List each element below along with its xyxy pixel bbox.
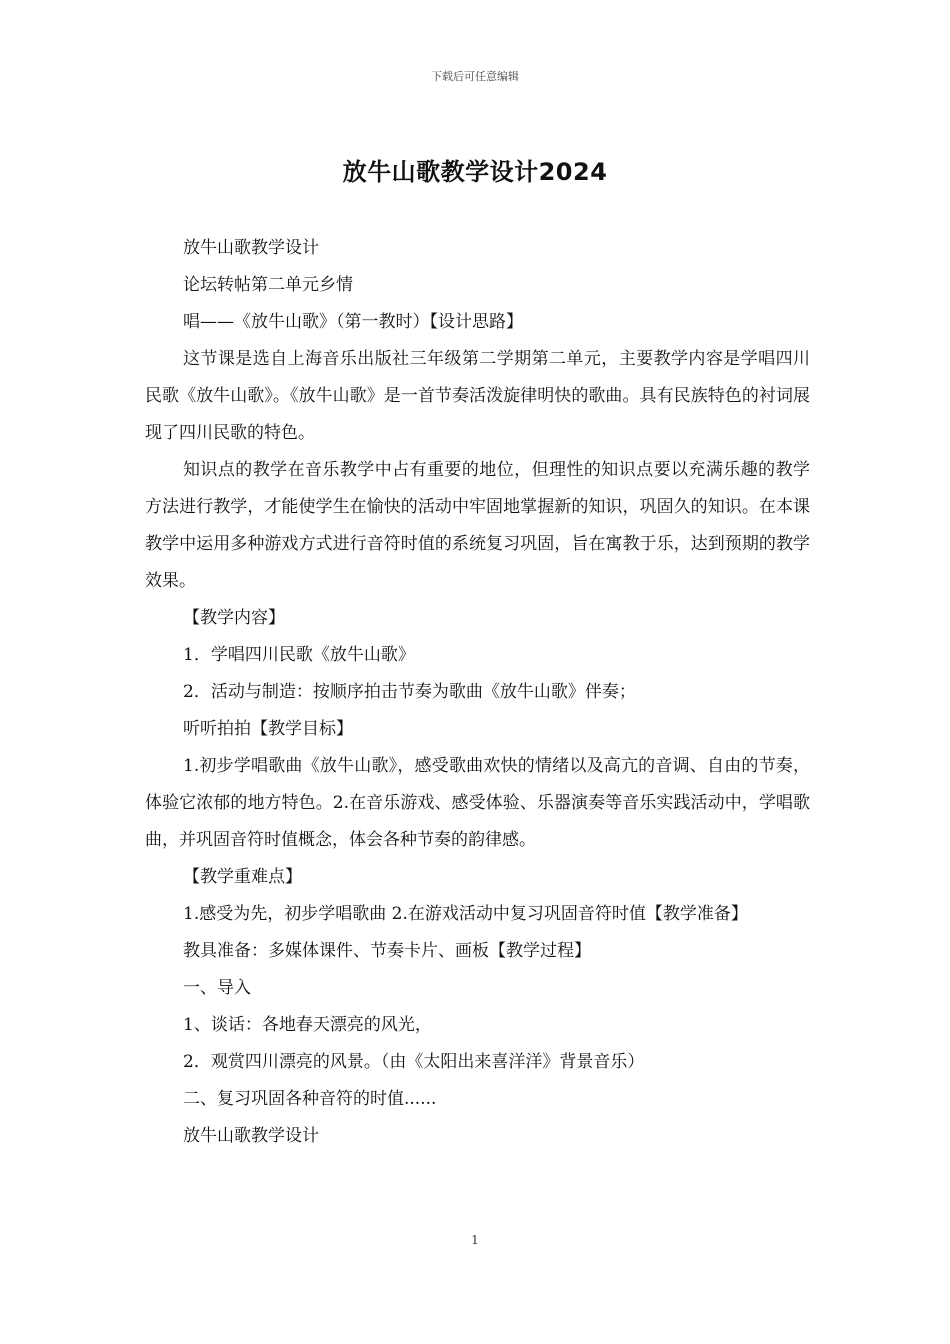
list-item: 1、谈话：各地春天漂亮的风光，	[183, 1015, 432, 1035]
paragraph: 唱——《放牛山歌》（第一教时）【设计思路】	[183, 312, 523, 332]
paragraph: 论坛转帖第二单元乡情	[183, 275, 353, 295]
paragraph: 1.初步学唱歌曲《放牛山歌》，感受歌曲欢快的情绪以及高亢的音调、自由的节奏，体验它浓郁的地方特色。2.在音乐游戏、感受体验、乐器演奏等音乐实践活动中，学唱歌曲，并巩固音符时值概念，体会各种节奏的韵律感。	[145, 756, 810, 850]
header-note: 下载后可任意编辑	[431, 70, 519, 83]
section-heading: 【教学重难点】	[183, 867, 302, 887]
list-item: 2．观赏四川漂亮的风景。（由《太阳出来喜洋洋》背景音乐）	[183, 1052, 645, 1072]
list-item: 1．学唱四川民歌《放牛山歌》	[183, 645, 415, 665]
paragraph: 这节课是选自上海音乐出版社三年级第二学期第二单元，主要教学内容是学唱四川民歌《放牛山歌》。《放牛山歌》是一首节奏活泼旋律明快的歌曲。具有民族特色的衬词展现了四川民歌的特色。	[145, 349, 810, 443]
paragraph: 放牛山歌教学设计	[183, 238, 319, 258]
paragraph: 听听拍拍【教学目标】	[183, 719, 353, 739]
paragraph: 教具准备：多媒体课件、节奏卡片、画板【教学过程】	[183, 941, 591, 961]
list-item: 2．活动与制造：按顺序拍击节奏为歌曲《放牛山歌》伴奏；	[183, 682, 636, 702]
section-heading: 二、复习巩固各种音符的时值......	[183, 1089, 437, 1109]
paragraph: 1.感受为先，初步学唱歌曲 2.在游戏活动中复习巩固音符时值【教学准备】	[183, 904, 748, 924]
paragraph: 放牛山歌教学设计	[183, 1126, 319, 1146]
paragraph: 知识点的教学在音乐教学中占有重要的地位，但理性的知识点要以充满乐趣的教学方法进行教学，才能使学生在愉快的活动中牢固地掌握新的知识，巩固久的知识。在本课教学中运用多种游戏方式进行音符时值的系统复习巩固，旨在寓教于乐，达到预期的教学效果。	[145, 460, 810, 591]
document-body	[145, 230, 810, 1155]
section-heading: 一、导入	[183, 978, 251, 998]
section-heading: 【教学内容】	[183, 608, 285, 628]
page-number: 1	[471, 1233, 479, 1247]
document-title: 放牛山歌教学设计2024	[342, 158, 608, 186]
